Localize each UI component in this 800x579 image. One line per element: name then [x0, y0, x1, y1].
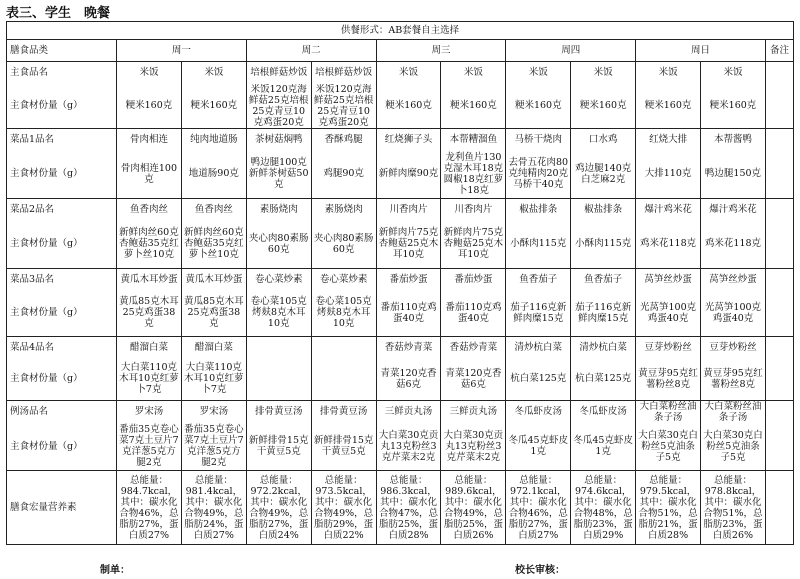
nutrition-cell: 总能量：979.5kcal，其中：碳水化合物51%，总脂肪21%，蛋白质28%: [636, 471, 701, 545]
dish-name: 本帮酱鸭: [701, 128, 766, 150]
ingredient-amount: 粳米160克: [636, 84, 701, 129]
ingredient-amount: 小酥肉115克: [506, 220, 571, 268]
ingredient-amount: 卷心菜105克烤麸8克木耳10克: [311, 290, 376, 336]
dish-name: 三鲜贡丸汤: [376, 400, 441, 423]
dish-name: 米饭: [701, 62, 766, 84]
dish-name: [311, 336, 376, 358]
ingredient-amount: 杭白菜125克: [506, 358, 571, 400]
dish-name: 纯肉地道肠: [181, 128, 246, 150]
dish-name: 莴笋丝炒蛋: [636, 268, 701, 290]
category-header: 膳食品类: [7, 40, 117, 62]
table-row: [7, 471, 794, 545]
ingredient-amount: 番茄35克卷心菜7克土豆片7克洋葱5克方腿2克: [117, 423, 182, 471]
row-amount-label: 主食材份量（g）: [7, 358, 117, 400]
dish-name: 米饭: [636, 62, 701, 84]
dish-name: 卷心菜炒素: [311, 268, 376, 290]
dish-name: 香菇炒青菜: [376, 336, 441, 358]
ingredient-amount: 大白菜30克贡丸13克粉丝3克芹菜末2克: [376, 423, 441, 471]
dish-name: 冬瓜虾皮汤: [571, 400, 636, 423]
dish-name: 排骨黄豆汤: [246, 400, 311, 423]
ingredient-amount: [311, 358, 376, 400]
nutrition-cell: 总能量：973.5kcal，其中：碳水化合物49%，总脂肪29%，蛋白质22%: [311, 471, 376, 545]
dish-name: 川香肉片: [441, 198, 506, 220]
nutrition-cell: 总能量：984.7kcal，其中：碳水化合物46%，总脂肪27%，蛋白质27%: [117, 471, 182, 545]
dish-name: 红烧大排: [636, 128, 701, 150]
nutrition-cell: 总能量：986.3kcal，其中：碳水化合物47%，总脂肪25%，蛋白质28%: [376, 471, 441, 545]
ingredient-amount: 鸡边腿140克白芝麻2克: [571, 150, 636, 198]
nutrition-cell: 总能量：972.2kcal，其中：碳水化合物49%，总脂肪27%，蛋白质24%: [246, 471, 311, 545]
ingredient-amount: 大白菜110克木耳10克红萝卜7克: [181, 358, 246, 400]
day-header-sun: 周日: [636, 40, 766, 62]
row-name-label: 菜品2品名: [7, 198, 117, 220]
day-header-thu: 周四: [506, 40, 636, 62]
ingredient-amount: 夹心肉80素肠60克: [246, 220, 311, 268]
dish-name: 豆芽炒粉丝: [701, 336, 766, 358]
row-name-label: 菜品4品名: [7, 336, 117, 358]
ingredient-amount: 粳米160克: [441, 84, 506, 129]
dish-name: 培根鲜菇炒饭: [246, 62, 311, 84]
dinner-menu-table: [6, 21, 794, 545]
ingredient-amount: 小酥肉115克: [571, 220, 636, 268]
table-row: [7, 128, 794, 150]
dish-name: 素肠烧肉: [246, 198, 311, 220]
ingredient-amount: 卷心菜105克烤麸8克木耳10克: [246, 290, 311, 336]
ingredient-amount: 地道肠90克: [181, 150, 246, 198]
nutrition-cell: 总能量：978.8kcal，其中：碳水化合物51%，总脂肪23%，蛋白质26%: [701, 471, 766, 545]
remark-cell: [765, 128, 793, 198]
dish-name: 冬瓜虾皮汤: [506, 400, 571, 423]
dish-name: 骨肉相连: [117, 128, 182, 150]
dish-name: 鱼香茄子: [571, 268, 636, 290]
ingredient-amount: 青菜120克香菇6克: [376, 358, 441, 400]
table-row: [7, 358, 794, 400]
remark-cell: [765, 198, 793, 268]
ingredient-amount: 光莴笋100克鸡蛋40克: [701, 290, 766, 336]
row-amount-label: 主食材份量（g）: [7, 290, 117, 336]
table-row: [7, 336, 794, 358]
ingredient-amount: 粳米160克: [181, 84, 246, 129]
ingredient-amount: 茄子116克新鲜肉糜15克: [571, 290, 636, 336]
dish-name: 本帮糟溜鱼: [441, 128, 506, 150]
ingredient-amount: 粳米160克: [376, 84, 441, 129]
maker-label: 制单：: [100, 565, 130, 576]
day-header-wed: 周三: [376, 40, 506, 62]
dish-name: 红烧狮子头: [376, 128, 441, 150]
remark-cell: [765, 400, 793, 471]
nutrition-cell: 总能量：989.6kcal，其中：碳水化合物49%，总脂肪25%，蛋白质26%: [441, 471, 506, 545]
ingredient-amount: 新鲜肉丝60克杏鲍菇35克红萝卜丝10克: [117, 220, 182, 268]
dish-name: 马桥干烧肉: [506, 128, 571, 150]
reviewer-label: 校长审核：: [515, 565, 565, 576]
ingredient-amount: 新鲜肉片75克杏鲍菇25克木耳10克: [441, 220, 506, 268]
ingredient-amount: 大白菜30克贡丸13克粉丝3克芹菜末2克: [441, 423, 506, 471]
ingredient-amount: 黄豆芽95克红薯粉丝8克: [701, 358, 766, 400]
dish-name: 米饭: [441, 62, 506, 84]
ingredient-amount: 粳米160克: [506, 84, 571, 129]
ingredient-amount: 夹心肉80素肠60克: [311, 220, 376, 268]
dish-name: 莴笋丝炒蛋: [701, 268, 766, 290]
dish-name: 鱼香茄子: [506, 268, 571, 290]
table-title: 表三、学生 晚餐: [6, 6, 111, 21]
ingredient-amount: 鸡米花118克: [636, 220, 701, 268]
ingredient-amount: 龙利鱼片130克湿木耳18克圆椒18克红萝卜18克: [441, 150, 506, 198]
dish-name: 卷心菜炒素: [246, 268, 311, 290]
dish-name: 椒盐排条: [571, 198, 636, 220]
nutrition-cell: 总能量：972.1kcal，其中：碳水化合物46%，总脂肪27%，蛋白质27%: [506, 471, 571, 545]
ingredient-amount: 新鲜排骨15克干黄豆5克: [311, 423, 376, 471]
remark-cell: [765, 471, 793, 545]
dish-name: 爆汁鸡米花: [701, 198, 766, 220]
ingredient-amount: 粳米160克: [571, 84, 636, 129]
table-row: [7, 400, 794, 423]
ingredient-amount: 新鲜排骨15克干黄豆5克: [246, 423, 311, 471]
ingredient-amount: 杭白菜125克: [571, 358, 636, 400]
dish-name: 茶树菇焖鸭: [246, 128, 311, 150]
row-amount-label: 主食材份量（g）: [7, 423, 117, 471]
dish-name: 素肠烧肉: [311, 198, 376, 220]
ingredient-amount: 新鲜肉丝60克杏鲍菇35克红萝卜丝10克: [181, 220, 246, 268]
ingredient-amount: 鸭边腿150克: [701, 150, 766, 198]
dish-name: 罗宋汤: [117, 400, 182, 423]
ingredient-amount: 鸡米花118克: [701, 220, 766, 268]
dish-name: 罗宋汤: [181, 400, 246, 423]
table-row: [7, 220, 794, 268]
ingredient-amount: 粳米160克: [701, 84, 766, 129]
dish-name: 黄瓜木耳炒蛋: [181, 268, 246, 290]
dish-name: 米饭: [117, 62, 182, 84]
dish-name: 米饭: [181, 62, 246, 84]
dish-name: 番茄炒蛋: [441, 268, 506, 290]
ingredient-amount: 米饭120克海鲜菇25克培根25克青豆10克鸡蛋20克: [311, 84, 376, 129]
dish-name: 豆芽炒粉丝: [636, 336, 701, 358]
day-header-mon: 周一: [117, 40, 247, 62]
ingredient-amount: 黄瓜85克木耳25克鸡蛋38克: [117, 290, 182, 336]
ingredient-amount: 鸭边腿100克新鲜茶树菇50克: [246, 150, 311, 198]
dish-name: 黄瓜木耳炒蛋: [117, 268, 182, 290]
ingredient-amount: 鸡腿90克: [311, 150, 376, 198]
ingredient-amount: 青菜120克香菇6克: [441, 358, 506, 400]
dish-name: 排骨黄豆汤: [311, 400, 376, 423]
dish-name: 清炒杭白菜: [506, 336, 571, 358]
table-row: [7, 423, 794, 471]
dish-name: 鱼香肉丝: [181, 198, 246, 220]
ingredient-amount: 大排110克: [636, 150, 701, 198]
table-row: [7, 198, 794, 220]
row-amount-label: 主食材份量（g）: [7, 220, 117, 268]
ingredient-amount: 米饭120克海鲜菇25克培根25克青豆10克鸡蛋20克: [246, 84, 311, 129]
ingredient-amount: 冬瓜45克虾皮1克: [506, 423, 571, 471]
ingredient-amount: [246, 358, 311, 400]
dish-name: 爆汁鸡米花: [636, 198, 701, 220]
ingredient-amount: 新鲜肉糜90克: [376, 150, 441, 198]
dish-name: 香菇炒青菜: [441, 336, 506, 358]
remark-cell: [765, 336, 793, 400]
dish-name: 大白菜粉丝油条子汤: [636, 400, 701, 423]
dish-name: 米饭: [571, 62, 636, 84]
table-row: [7, 62, 794, 84]
ingredient-amount: 番茄35克卷心菜7克土豆片7克洋葱5克方腿2克: [181, 423, 246, 471]
nutrition-label: 膳食宏量营养素: [7, 471, 117, 545]
ingredient-amount: 骨肉相连100克: [117, 150, 182, 198]
ingredient-amount: 新鲜肉片75克杏鲍菇25克木耳10克: [376, 220, 441, 268]
table-row: [7, 84, 794, 129]
remark-header: 备注: [765, 40, 793, 62]
ingredient-amount: 黄瓜85克木耳25克鸡蛋38克: [181, 290, 246, 336]
ingredient-amount: 粳米160克: [117, 84, 182, 129]
table-row: [7, 268, 794, 290]
nutrition-cell: 总能量：974.6kcal，其中：碳水化合物48%，总脂肪23%，蛋白质29%: [571, 471, 636, 545]
row-name-label: 菜品3品名: [7, 268, 117, 290]
table-row: [7, 290, 794, 336]
ingredient-amount: 光莴笋100克鸡蛋40克: [636, 290, 701, 336]
ingredient-amount: 番茄110克鸡蛋40克: [376, 290, 441, 336]
ingredient-amount: 大白菜110克木耳10克红萝卜7克: [117, 358, 182, 400]
dish-name: 大白菜粉丝油条子汤: [701, 400, 766, 423]
dish-name: 醋溜白菜: [181, 336, 246, 358]
ingredient-amount: 黄豆芽95克红薯粉丝8克: [636, 358, 701, 400]
ingredient-amount: 大白菜30克白粉丝5克油条子5克: [636, 423, 701, 471]
remark-cell: [765, 62, 793, 129]
dish-name: 鱼香肉丝: [117, 198, 182, 220]
ingredient-amount: 番茄110克鸡蛋40克: [441, 290, 506, 336]
day-header-tue: 周二: [246, 40, 376, 62]
ingredient-amount: 茄子116克新鲜肉糜15克: [506, 290, 571, 336]
remark-cell: [765, 268, 793, 336]
row-name-label: 菜品1品名: [7, 128, 117, 150]
nutrition-cell: 总能量：981.4kcal，其中：碳水化合物49%，总脂肪24%，蛋白质27%: [181, 471, 246, 545]
dish-name: 清炒杭白菜: [571, 336, 636, 358]
dish-name: 培根鲜菇炒饭: [311, 62, 376, 84]
dish-name: 椒盐排条: [506, 198, 571, 220]
dish-name: 番茄炒蛋: [376, 268, 441, 290]
dish-name: 口水鸡: [571, 128, 636, 150]
ingredient-amount: 冬瓜45克虾皮1克: [571, 423, 636, 471]
dish-name: 米饭: [376, 62, 441, 84]
row-amount-label: 主食材份量（g）: [7, 150, 117, 198]
row-name-label: 例汤品名: [7, 400, 117, 423]
row-name-label: 主食品名: [7, 62, 117, 84]
dish-name: 米饭: [506, 62, 571, 84]
ingredient-amount: 大白菜30克白粉丝5克油条子5克: [701, 423, 766, 471]
row-amount-label: 主食材份量（g）: [7, 84, 117, 129]
dish-name: [246, 336, 311, 358]
dish-name: 川香肉片: [376, 198, 441, 220]
supply-form: 供餐形式：AB套餐自主选择: [7, 22, 794, 40]
dish-name: 醋溜白菜: [117, 336, 182, 358]
dish-name: 香酥鸡腿: [311, 128, 376, 150]
dish-name: 三鲜贡丸汤: [441, 400, 506, 423]
table-row: [7, 150, 794, 198]
ingredient-amount: 去骨五花肉80克纯精肉20克马桥干40克: [506, 150, 571, 198]
